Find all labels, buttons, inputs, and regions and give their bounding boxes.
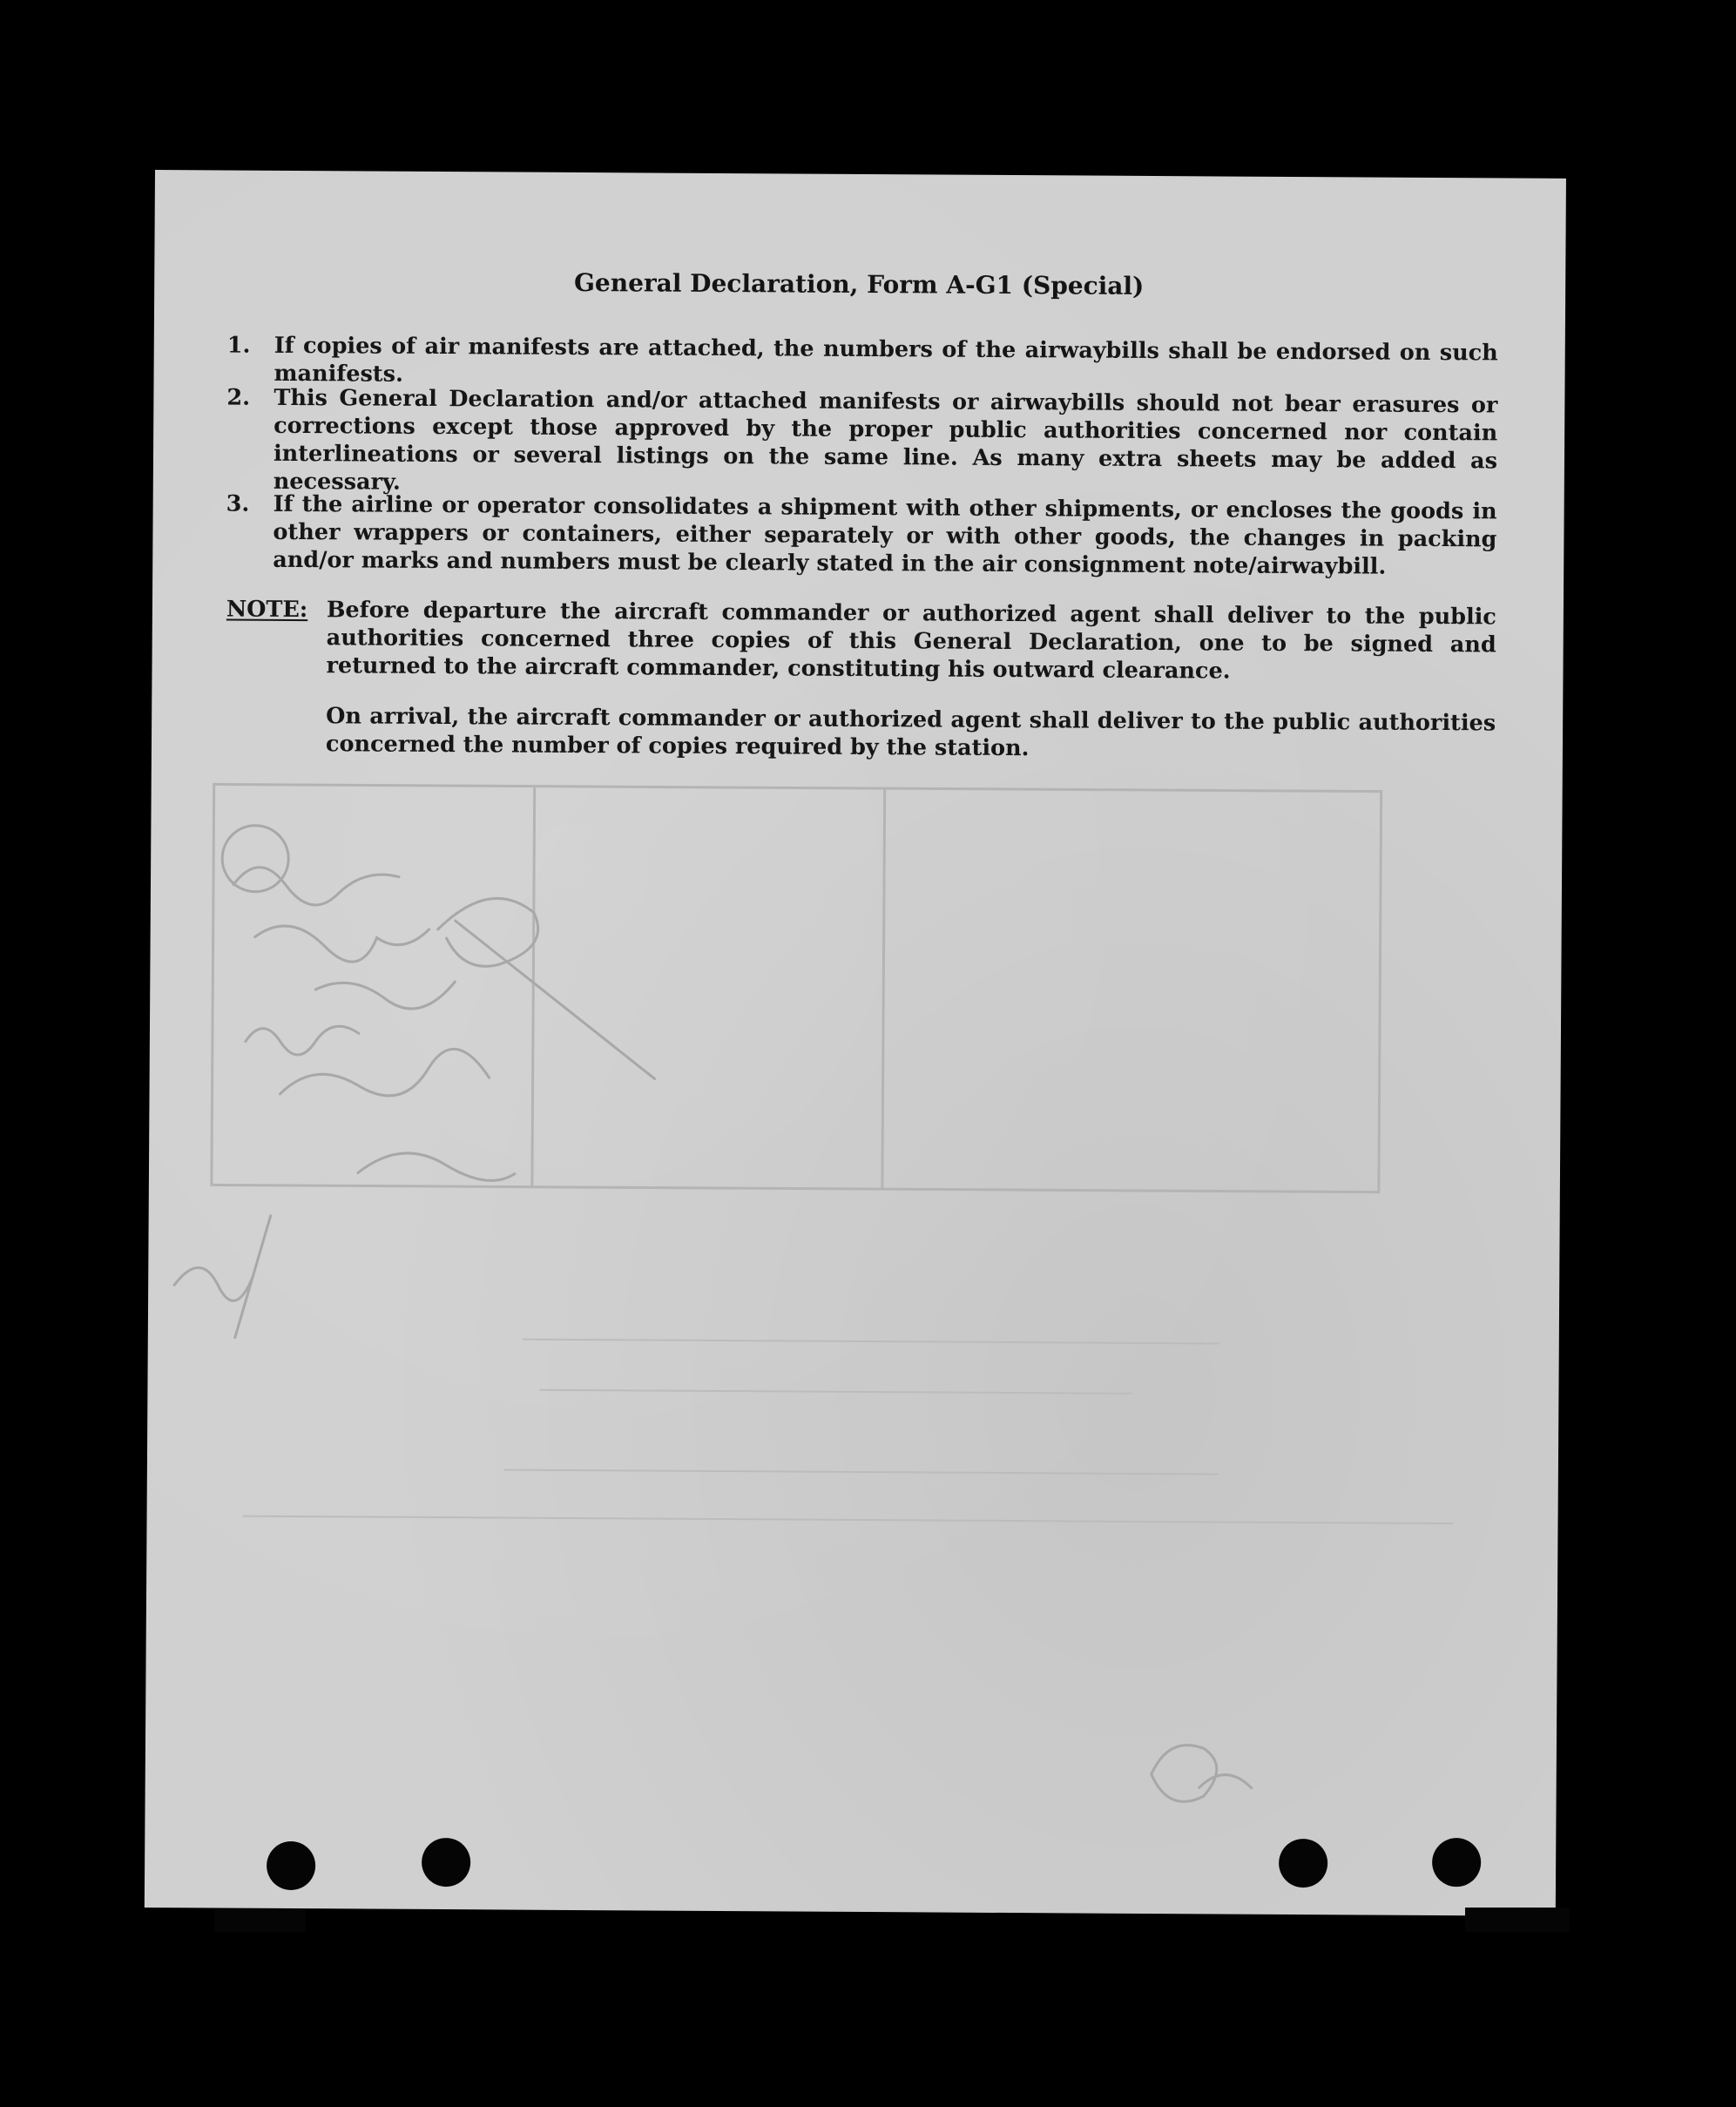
handwriting-scrawl xyxy=(174,1267,253,1300)
note-paragraph: Before departure the aircraft commander or authorized agent shall deliver to the public authorities concerned three copies of this General Declaration, one to be signed and returned to the aircraft commander, constituting his outward clearance. xyxy=(326,597,1496,685)
punch-hole xyxy=(1279,1839,1327,1888)
item-text: This General Declaration and/or attached manifests or airwaybills should not bear erasures or corrections except those approved by the proper public authorities concerned nor contain interlineations or several listings on the same line. As many extra sheets may be added as necessary. xyxy=(273,384,1498,496)
handwriting-scrawl xyxy=(280,1048,490,1096)
page-title: General Declaration, Form A-G1 (Special) xyxy=(573,267,1145,301)
handwriting-scrawl xyxy=(235,1216,271,1338)
handwriting-scrawl xyxy=(437,898,537,967)
handwriting-scrawl xyxy=(1199,1774,1252,1787)
handwriting-scrawl xyxy=(455,921,656,1078)
punch-hole xyxy=(422,1838,470,1887)
ghost-heading-line xyxy=(539,1390,1131,1394)
ghost-table-divider xyxy=(882,788,885,1189)
ghost-table-outline xyxy=(212,784,1381,1192)
item-text: If the airline or operator consolidates a shipment with other shipments, or encloses the goods in other wrappers or containers, either separately or with other goods, the changes in packing and/or marks and numbers must be clearly stated in the air consignment note/airwaybill. xyxy=(273,490,1497,580)
handwriting-scrawl xyxy=(233,868,399,906)
note-section xyxy=(152,595,1564,769)
handwriting-scrawl xyxy=(1152,1745,1217,1801)
handwriting-scrawl xyxy=(246,1026,359,1056)
item-text: If copies of air manifests are attached, the numbers of the airwaybills shall be endorsed on such manifests. xyxy=(274,332,1498,388)
scanner-clip xyxy=(214,1909,306,1932)
handwriting-scrawl xyxy=(315,981,455,1009)
instruction-item-3 xyxy=(152,490,1564,585)
scanner-clip xyxy=(1465,1908,1570,1932)
ghost-heading-line xyxy=(523,1340,1219,1344)
handwriting-scrawl xyxy=(254,926,429,962)
note-label: NOTE: xyxy=(226,596,308,624)
punch-hole xyxy=(1432,1838,1481,1887)
punch-hole xyxy=(267,1841,315,1890)
item-number: 1. xyxy=(226,332,251,359)
instruction-item-2 xyxy=(153,383,1565,496)
ghost-heading-line xyxy=(243,1516,1454,1523)
ghost-heading-line xyxy=(504,1469,1219,1474)
handwriting-scrawl xyxy=(358,1153,515,1181)
item-number: 3. xyxy=(226,490,250,517)
ghost-stamp-circle xyxy=(222,825,288,891)
instruction-item-1 xyxy=(154,331,1565,388)
note-paragraph: On arrival, the aircraft commander or authorized agent shall deliver to the public authorities concerned the number of copies required by the station. xyxy=(325,703,1496,762)
item-number: 2. xyxy=(226,384,251,411)
document-page xyxy=(145,170,1566,1916)
ghost-table-divider xyxy=(532,787,535,1187)
